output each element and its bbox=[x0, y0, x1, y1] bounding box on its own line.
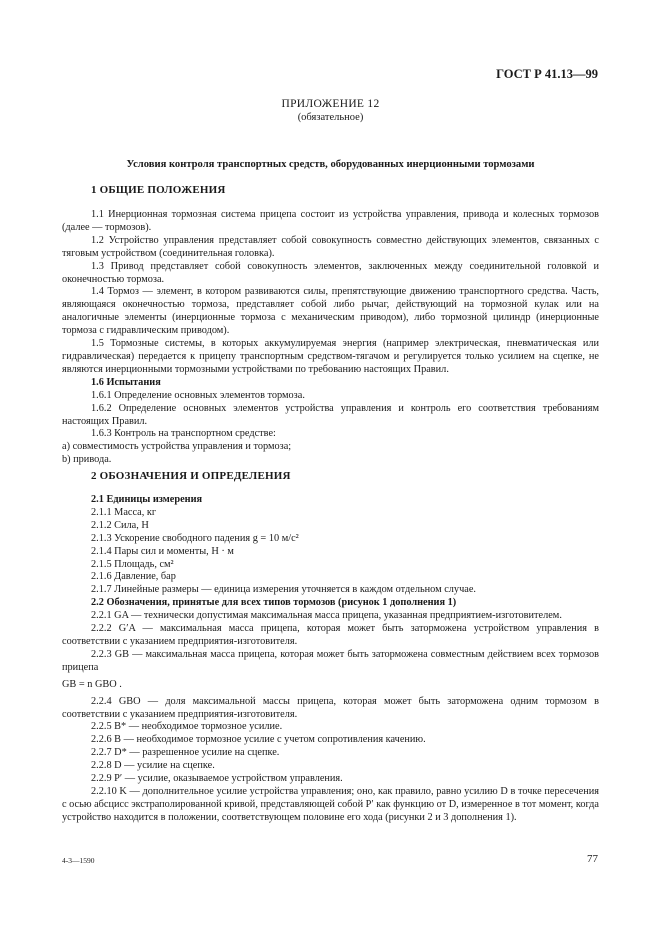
document-header: ГОСТ Р 41.13—99 bbox=[496, 67, 598, 81]
item-2-2-3: 2.2.3 GB — максимальная масса прицепа, которая может быть заторможена совместным действием всех тормозов прицепа bbox=[62, 648, 599, 673]
paragraph-1-6-3: 1.6.3 Контроль на транспортном средстве: bbox=[91, 428, 276, 440]
paragraph-1-6-2: 1.6.2 Определение основных элементов устройства управления и контроль его соответствия требованиям настоящих Правил. bbox=[62, 402, 599, 427]
item-2-1-6: 2.1.6 Давление, бар bbox=[91, 571, 176, 583]
paragraph-1-1: 1.1 Инерционная тормозная система прицепа состоит из устройства управления, привода и колесных тормозов (далее — тормозов). bbox=[62, 209, 599, 233]
paragraph-1-6: 1.6 Испытания bbox=[91, 376, 161, 388]
footer-print-code: 4-3—1590 bbox=[62, 856, 95, 865]
item-2-2-9: 2.2.9 P′ — усилие, оказываемое устройством управления. bbox=[91, 773, 343, 785]
paragraph-1-4: 1.4 Тормоз — элемент, в котором развиваются силы, препятствующие движению транспортного средства. Часть, являющаяся оконечностью тормоза, представляет собой либо рычаг, действующий на тормозной кулак или на аналогичные элементы (инерционные тормоза с механическим приводом), либо тормозной цилиндр (инерционные тормоза с гидравлическим приводом). bbox=[62, 286, 599, 337]
item-2-1-1: 2.1.1 Масса, кг bbox=[91, 506, 157, 518]
section-1-body bbox=[62, 209, 599, 467]
item-2-2-6: 2.2.6 B — необходимое тормозное усилие с учетом сопротивления качению. bbox=[91, 734, 426, 746]
section-2-heading: 2 ОБОЗНАЧЕНИЯ И ОПРЕДЕЛЕНИЯ bbox=[91, 470, 291, 482]
item-2-2-2: 2.2.2 G′A — максимальная масса прицепа, которая может быть заторможена устройством управления в соответствии с указанием предприятия-изготовителя. bbox=[62, 623, 599, 647]
section-1-heading: 1 ОБЩИЕ ПОЛОЖЕНИЯ bbox=[91, 184, 226, 196]
formula-gb: GB = n GBO . bbox=[62, 678, 122, 690]
section-2-body bbox=[62, 494, 599, 825]
item-2-2-10: 2.2.10 K — дополнительное усилие устройства управления; оно, как правило, равно усилию D в точке пересечения с осью абсцисс экстраполированной кривой, представляющей собой P′ как функцию от D, измеренное в тот момент, когда устройство находится в положении, соответствующем половине его хода (рисунки 2 и 3 дополнения 1). bbox=[62, 785, 599, 823]
item-2-2-7: 2.2.7 D* — разрешенное усилие на сцепке. bbox=[91, 747, 280, 759]
item-2-2-4: 2.2.4 GBO — доля максимальной массы прицепа, которая может быть заторможена одним тормозом в соответствии с указанием предприятия-изготовителя. bbox=[62, 695, 599, 720]
subsection-2-1-heading: 2.1 Единицы измерения bbox=[91, 494, 203, 505]
appendix-title: ПРИЛОЖЕНИЕ 12 bbox=[281, 98, 380, 110]
item-2-1-3: 2.1.3 Ускорение свободного падения g = 10 м/с² bbox=[91, 532, 299, 544]
page-number: 77 bbox=[587, 853, 598, 865]
item-2-1-4: 2.1.4 Пары сил и моменты, Н · м bbox=[91, 545, 234, 557]
appendix-status: (обязательное) bbox=[297, 112, 364, 123]
item-2-2-8: 2.2.8 D — усилие на сцепке. bbox=[91, 760, 215, 772]
paragraph-1-6-1: 1.6.1 Определение основных элементов тормоза. bbox=[91, 389, 305, 401]
paragraph-1-3: 1.3 Привод представляет собой совокупность элементов, заключенных между соединительной головкой и оконечностью тормоза. bbox=[62, 260, 599, 285]
document-title: Условия контроля транспортных средств, оборудованных инерционными тормозами bbox=[126, 159, 535, 170]
list-item-b: b) привода. bbox=[62, 454, 112, 466]
subsection-2-2-heading: 2.2 Обозначения, принятые для всех типов тормозов (рисунок 1 дополнения 1) bbox=[91, 597, 457, 609]
item-2-2-1: 2.2.1 GA — технически допустимая максимальная масса прицепа, указанная предприятием-изготовителем. bbox=[91, 610, 562, 622]
paragraph-1-2: 1.2 Устройство управления представляет собой совокупность совместно действующих элементов, связанных с тяговым устройством (соединительная головка). bbox=[62, 234, 599, 259]
list-item-a: a) совместимость устройства управления и тормоза; bbox=[62, 441, 292, 453]
item-2-1-2: 2.1.2 Сила, Н bbox=[91, 519, 149, 531]
paragraph-1-5: 1.5 Тормозные системы, в которых аккумулируемая энергия (например электрическая, пневматическая или гидравлическая) передается к прицепу транспортным средством-тягачом и регулируется только усилием на сцепке, не являются инерционными тормозными устройствами по требованию настоящих Правил. bbox=[62, 338, 599, 375]
item-2-1-5: 2.1.5 Площадь, см² bbox=[91, 558, 174, 570]
item-2-1-7: 2.1.7 Линейные размеры — единица измерения уточняется в каждом отдельном случае. bbox=[91, 584, 476, 596]
item-2-2-5: 2.2.5 B* — необходимое тормозное усилие. bbox=[91, 721, 283, 733]
